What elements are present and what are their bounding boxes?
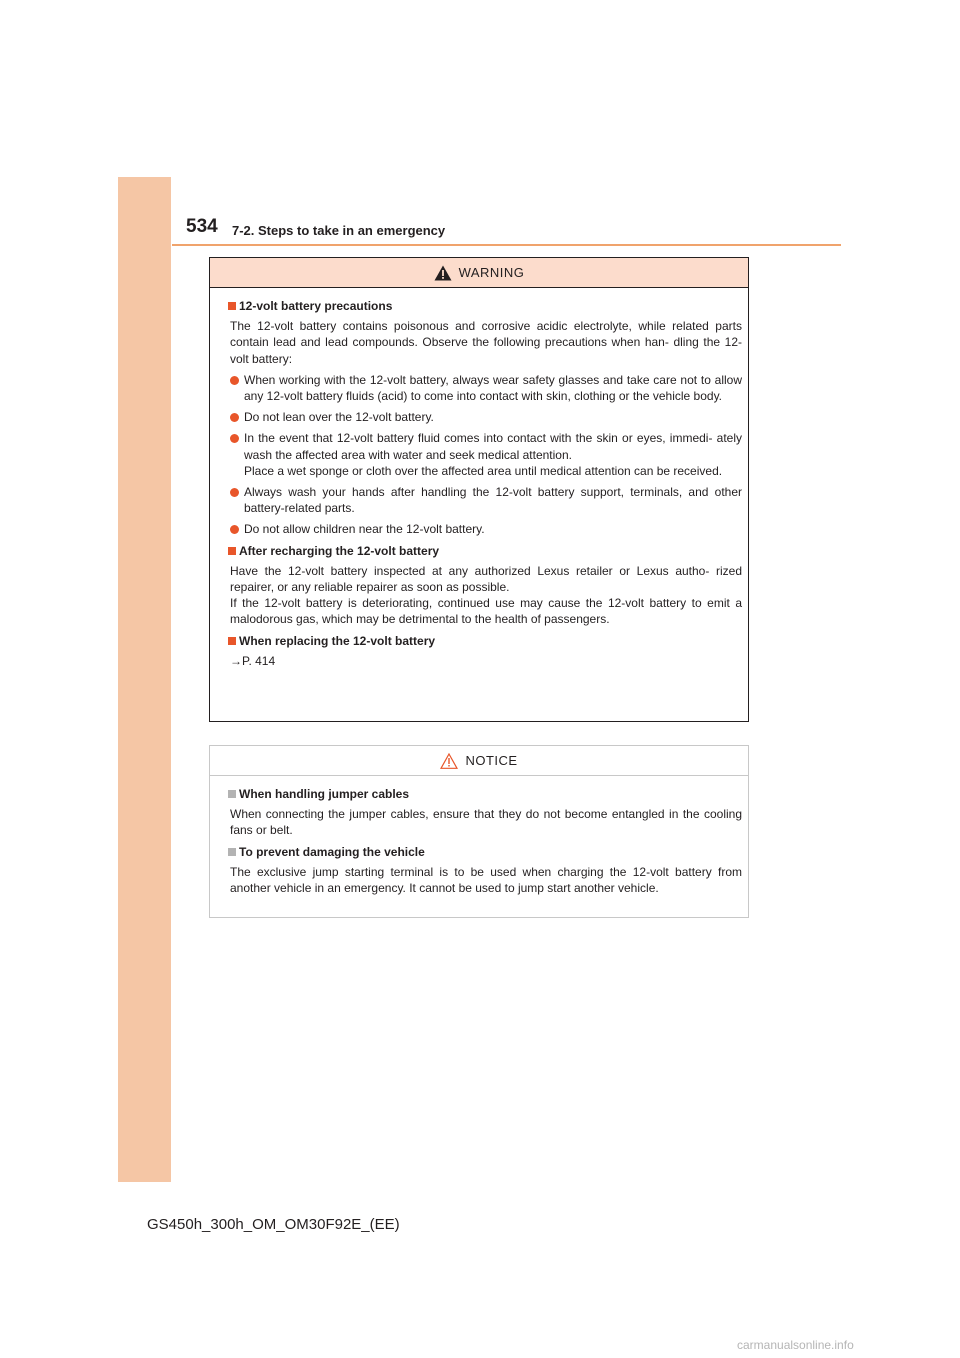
heading-square-icon bbox=[228, 848, 236, 856]
warning-heading-when-replacing: When replacing the 12-volt battery bbox=[228, 633, 742, 649]
bullet-dot-icon bbox=[230, 376, 239, 385]
header-rule bbox=[172, 244, 841, 246]
warning-title: WARNING bbox=[458, 265, 525, 280]
heading-square-icon bbox=[228, 790, 236, 798]
warning-heading-after-recharging: After recharging the 12-volt battery bbox=[228, 543, 742, 559]
notice-title: NOTICE bbox=[465, 753, 518, 768]
notice-paragraph: When connecting the jumper cables, ensure that they do not become entangled in the cooling fans or belt. bbox=[230, 807, 742, 838]
heading-square-icon bbox=[228, 302, 236, 310]
warning-intro-paragraph: The 12-volt battery contains poisonous and corrosive acidic electrolyte, while related parts contain lead and lead compounds. Observe the following precautions when han- dling the 12-volt battery: bbox=[230, 319, 742, 366]
heading-square-icon bbox=[228, 547, 236, 555]
warning-body bbox=[210, 288, 748, 669]
warning-heading-battery-precautions: 12-volt battery precautions bbox=[228, 298, 742, 314]
warning-box bbox=[209, 257, 749, 722]
list-item: When working with the 12-volt battery, always wear safety glasses and take care not to allow any 12-volt battery fluids (acid) to come into contact with skin, clothing or the vehicle body. bbox=[228, 372, 742, 404]
bullet-dot-icon bbox=[230, 525, 239, 534]
list-item: Do not lean over the 12-volt battery. bbox=[228, 409, 742, 425]
watermark-text: carmanualsonline.info bbox=[737, 1338, 854, 1352]
warning-header bbox=[210, 258, 748, 288]
bullet-dot-icon bbox=[230, 488, 239, 497]
list-item: Always wash your hands after handling the 12-volt battery support, terminals, and other battery-related parts. bbox=[228, 484, 742, 516]
bullet-dot-icon bbox=[230, 434, 239, 443]
page-number: 534 bbox=[186, 216, 218, 237]
model-code: GS450h_300h_OM_OM30F92E_(EE) bbox=[147, 1216, 400, 1233]
bullet-dot-icon bbox=[230, 413, 239, 422]
warning-paragraph: Have the 12-volt battery inspected at any authorized Lexus retailer or Lexus autho- rized repairer, or any reliable repairer as soon as possible. If the 12-volt battery is deteriorating, continued use may cause the 12-volt battery to emit a malodorous gas, which may be detrimental to the health of passengers. bbox=[230, 563, 742, 627]
list-item: Do not allow children near the 12-volt battery. bbox=[228, 521, 742, 537]
notice-header bbox=[210, 746, 748, 776]
list-item: In the event that 12-volt battery fluid comes into contact with the skin or eyes, immedi- ately wash the affected area with water and seek medical attention. Place a wet sponge or cloth over the affected area until medical attention can be received. bbox=[228, 430, 742, 479]
heading-square-icon bbox=[228, 637, 236, 645]
notice-paragraph: The exclusive jump starting terminal is to be used when charging the 12-volt battery from another vehicle in an emergency. It cannot be used to jump start another vehicle. bbox=[230, 864, 742, 896]
notice-heading-jumper-cables: When handling jumper cables bbox=[228, 786, 742, 802]
page-reference-link[interactable]: →P. 414 bbox=[230, 653, 276, 668]
warning-triangle-icon bbox=[434, 265, 452, 281]
notice-box bbox=[209, 745, 749, 918]
notice-body bbox=[210, 776, 748, 896]
chapter-sidebar-tab bbox=[118, 177, 171, 1182]
notice-heading-prevent-damage: To prevent damaging the vehicle bbox=[228, 844, 742, 860]
notice-triangle-icon bbox=[440, 753, 458, 769]
section-title: 7-2. Steps to take in an emergency bbox=[232, 223, 446, 238]
